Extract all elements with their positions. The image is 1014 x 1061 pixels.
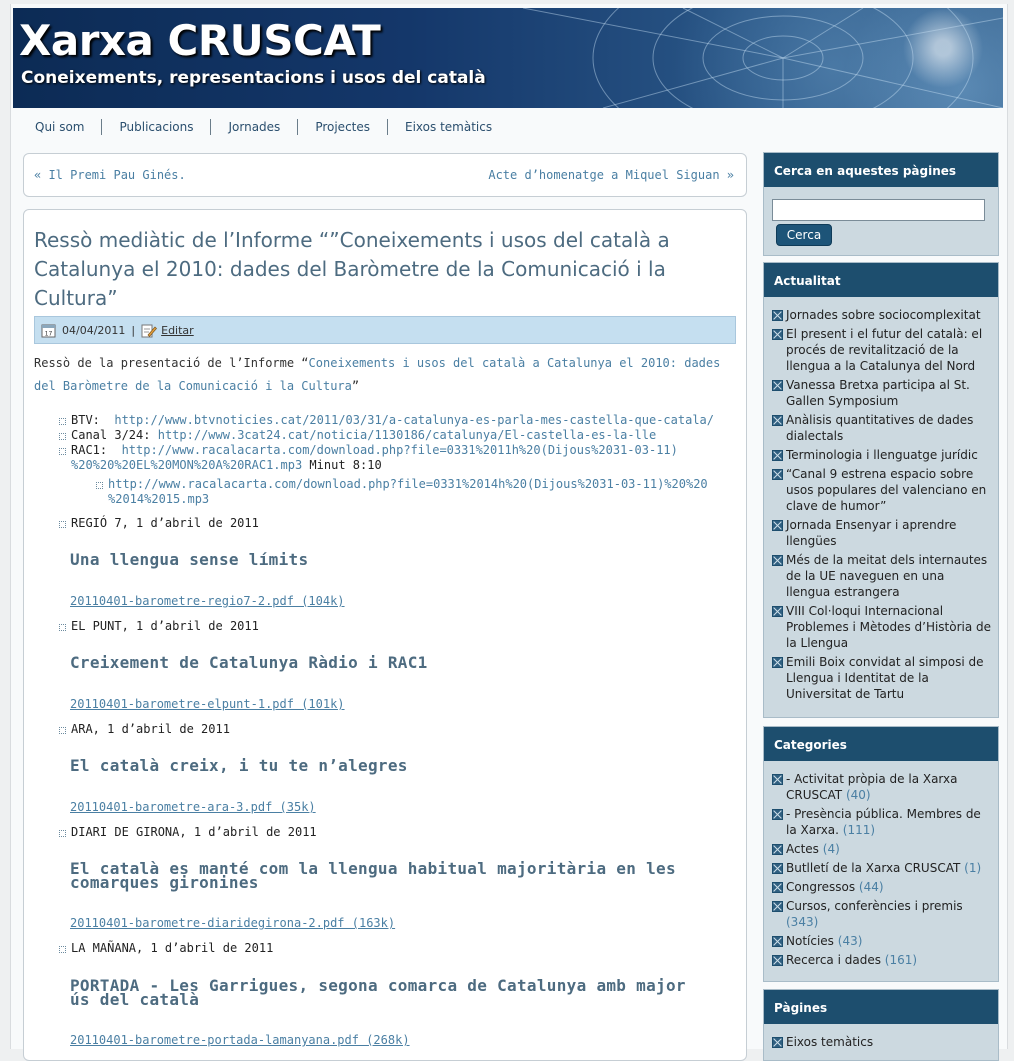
page xyxy=(10,4,1008,1049)
post-intro xyxy=(34,352,734,398)
nav-jornades[interactable]: Jornades xyxy=(211,119,298,135)
press-headline-regio7: Una llengua sense límits xyxy=(70,550,309,569)
news-item[interactable]: Vanessa Bretxa participa al St. Gallen Symposium xyxy=(772,377,992,409)
press-source-ara: ARA, 1 d’abril de 2011 xyxy=(71,722,230,736)
rac1-link-part1[interactable]: http://www.racalacarta.com/download.php?file=0331%2011h%20(Dijous%2031-03-11) xyxy=(121,443,678,457)
edit-link[interactable]: Editar xyxy=(161,323,194,337)
news-widget xyxy=(763,262,999,718)
bullet-x-icon xyxy=(772,310,783,321)
bullet-x-icon xyxy=(772,415,783,426)
edit-icon xyxy=(141,323,157,338)
news-widget-title: Actualitat xyxy=(764,263,998,297)
svg-text:17: 17 xyxy=(44,330,53,337)
category-item[interactable]: - Presència pública. Membres de la Xarxa. (111) xyxy=(772,806,992,838)
post xyxy=(23,209,747,1061)
press-file-elpunt[interactable]: 20110401-barometre-elpunt-1.pdf (101k) xyxy=(70,697,345,711)
search-input[interactable] xyxy=(772,199,985,221)
category-item[interactable]: Actes (4) xyxy=(772,841,992,857)
news-item[interactable]: Més de la meitat dels internautes de la UE naveguen en una llengua estrangera xyxy=(772,552,992,600)
rac1-sub-link-part2[interactable]: %2014%2015.mp3 xyxy=(108,492,210,506)
bullet-x-icon xyxy=(772,520,783,531)
bullet-x-icon xyxy=(772,955,783,966)
press-headline-diaridegirona: El català es manté com la llengua habitual majoritària en les comarques gironines xyxy=(70,859,676,892)
press-source-elpunt: EL PUNT, 1 d’abril de 2011 xyxy=(71,619,259,633)
news-item[interactable]: Jornades sobre sociocomplexitat xyxy=(772,307,992,323)
bullet-x-icon xyxy=(772,657,783,668)
search-button[interactable]: Cerca xyxy=(776,224,832,246)
bullet-x-icon xyxy=(772,844,783,855)
press-headline-elpunt: Creixement de Catalunya Ràdio i RAC1 xyxy=(70,653,428,672)
intro-suffix: ” xyxy=(351,379,360,393)
spiderweb-graphic xyxy=(483,8,1003,108)
news-item[interactable]: Terminologia i llenguatge jurídic xyxy=(772,447,992,463)
bullet-x-icon xyxy=(772,809,783,820)
category-item[interactable]: Cursos, conferències i premis (343) xyxy=(772,898,992,930)
intro-prefix: Ressò de la presentació de l’Informe “ xyxy=(34,356,309,370)
bullet-x-icon xyxy=(772,882,783,893)
category-item[interactable]: - Activitat pròpia de la Xarxa CRUSCAT (40) xyxy=(772,771,992,803)
nav-eixos-tematics[interactable]: Eixos temàtics xyxy=(405,120,493,134)
bullet-x-icon xyxy=(772,469,783,480)
category-item[interactable]: Recerca i dades (161) xyxy=(772,952,992,968)
main-nav xyxy=(23,114,509,140)
bullet-x-icon xyxy=(772,901,783,912)
bullet-x-icon xyxy=(772,863,783,874)
site-description: Coneixements, representacions i usos del català xyxy=(21,68,486,88)
category-item[interactable]: Butlletí de la Xarxa CRUSCAT (1) xyxy=(772,860,992,876)
press-file-regio7[interactable]: 20110401-barometre-regio7-2.pdf (104k) xyxy=(70,594,345,608)
site-header xyxy=(13,8,1003,108)
site-title[interactable]: Xarxa CRUSCAT xyxy=(19,16,381,65)
nav-qui-som[interactable]: Qui som xyxy=(23,119,102,135)
post-title[interactable]: Ressò mediàtic de l’Informe “”Coneixements i usos del català a Catalunya el 2010: dades del Baròmetre de la Comunicació i la Cultura” xyxy=(34,228,670,310)
calendar-icon xyxy=(41,323,56,338)
news-item[interactable]: Anàlisis quantitatives de dades dialectals xyxy=(772,412,992,444)
bullet-x-icon xyxy=(772,1037,783,1048)
category-item[interactable]: Notícies (43) xyxy=(772,933,992,949)
press-source-lamanana: LA MAÑANA, 1 d’abril de 2011 xyxy=(71,941,274,955)
nav-publicacions[interactable]: Publicacions xyxy=(102,119,211,135)
press-file-diaridegirona[interactable]: 20110401-barometre-diaridegirona-2.pdf (163k) xyxy=(70,916,396,930)
previous-post-link[interactable]: « Il Premi Pau Ginés. xyxy=(34,168,186,182)
btv-link[interactable]: http://www.btvnoticies.cat/2011/03/31/a-catalunya-es-parla-mes-castella-que-catala/ xyxy=(114,413,715,427)
search-widget-title: Cerca en aquestes pàgines xyxy=(764,153,998,187)
bullet-x-icon xyxy=(772,450,783,461)
page-item[interactable]: Eixos temàtics xyxy=(772,1034,992,1050)
press-headline-ara: El català creix, i tu te n’alegres xyxy=(70,756,408,775)
press-headline-lamanana: PORTADA - Les Garrigues, segona comarca de Catalunya amb major ús del català xyxy=(70,976,686,1009)
rac1-sub-link-part1[interactable]: http://www.racalacarta.com/download.php?file=0331%2014h%20(Dijous%2031-03-11)%20%20 xyxy=(108,477,708,491)
bullet-x-icon xyxy=(772,555,783,566)
rac1-link-part2[interactable]: %20%20%20EL%20MON%20A%20RAC1.mp3 xyxy=(71,458,303,472)
list-item-rac1: RAC1: http://www.racalacarta.com/download.php?file=0331%2011h%20(Dijous%2031-03-11) %20%20%20EL%20MON%20A%20RAC1.mp3 Minut 8:10 xyxy=(71,443,731,473)
news-item[interactable]: “Canal 9 estrena espacio sobre usos populares del valenciano en clave de humor” xyxy=(772,466,992,514)
list-item-btv: BTV: http://www.btvnoticies.cat/2011/03/31/a-catalunya-es-parla-mes-castella-que-catala/ xyxy=(71,413,715,427)
post-navigation xyxy=(23,153,747,197)
bullet-x-icon xyxy=(772,380,783,391)
bullet-x-icon xyxy=(772,936,783,947)
category-item[interactable]: Congressos (44) xyxy=(772,879,992,895)
intro-report-link[interactable]: Coneixements i usos del català a Catalunya el 2010: dades del Baròmetre de la Comunicació i la Cultura xyxy=(34,356,721,393)
press-file-lamanana[interactable]: 20110401-barometre-portada-lamanyana.pdf (268k) xyxy=(70,1033,410,1047)
meta-separator: | xyxy=(131,323,136,337)
pages-widget-title: Pàgines xyxy=(764,990,998,1024)
list-item-canal324: Canal 3/24: http://www.3cat24.cat/noticia/1130186/catalunya/El-castella-es-la-lle xyxy=(71,428,657,442)
bullet-x-icon xyxy=(772,606,783,617)
news-item[interactable]: VIII Col·loqui Internacional Problemes i Mètodes d’Història de la Llengua xyxy=(772,603,992,651)
categories-widget-title: Categories xyxy=(764,727,998,761)
categories-widget xyxy=(763,726,999,982)
canal324-link[interactable]: http://www.3cat24.cat/noticia/1130186/catalunya/El-castella-es-la-lle xyxy=(157,428,657,442)
bullet-x-icon xyxy=(772,774,783,785)
press-source-regio7: REGIÓ 7, 1 d’abril de 2011 xyxy=(71,516,259,530)
press-source-diaridegirona: DIARI DE GIRONA, 1 d’abril de 2011 xyxy=(71,825,317,839)
news-item[interactable]: Jornada Ensenyar i aprendre llengües xyxy=(772,517,992,549)
pages-widget xyxy=(763,989,999,1061)
list-item-rac1-sub xyxy=(108,477,747,507)
nav-projectes[interactable]: Projectes xyxy=(298,119,388,135)
next-post-link[interactable]: Acte d’homenatge a Miquel Siguan » xyxy=(488,168,734,182)
news-item[interactable]: Emili Boix convidat al simposi de Llengua i Identitat de la Universitat de Tartu xyxy=(772,654,992,702)
news-item[interactable]: El present i el futur del català: el procés de revitalització de la llengua a la Catalunya del Nord xyxy=(772,326,992,374)
post-meta xyxy=(34,316,736,344)
search-widget xyxy=(763,152,999,256)
press-file-ara[interactable]: 20110401-barometre-ara-3.pdf (35k) xyxy=(70,800,316,814)
post-date: 04/04/2011 xyxy=(62,323,126,337)
bullet-x-icon xyxy=(772,329,783,340)
